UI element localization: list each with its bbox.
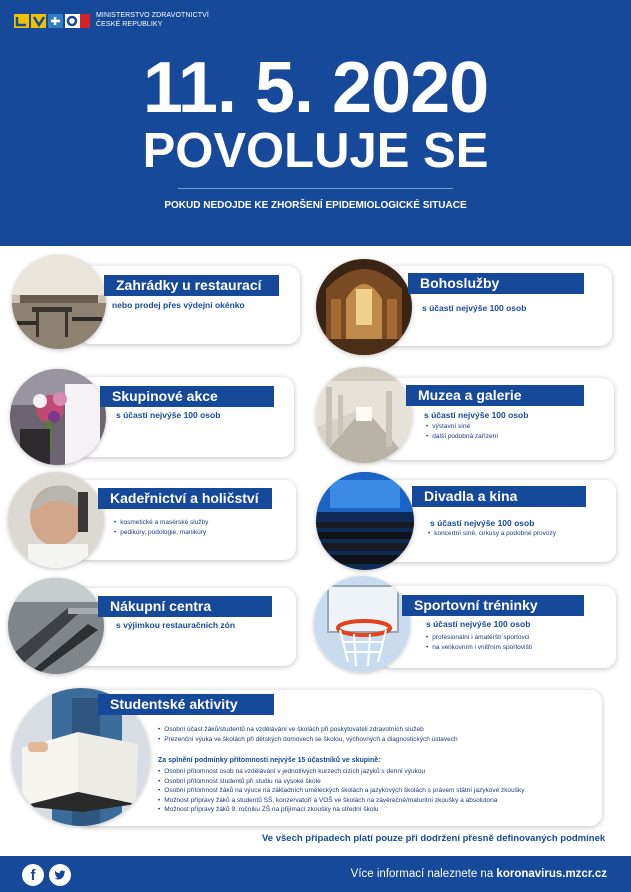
- effective-date: 11. 5. 2020: [142, 48, 489, 128]
- photo-basketball-hoop: [314, 576, 410, 672]
- restaurant-terrace-image: [12, 255, 106, 349]
- list-item: • Osobní účast žáků/studentů na vzdělávání ve školách při poskytovateli zdravotních služeb: [158, 725, 458, 735]
- card-divadla-title: Divadla a kina: [412, 486, 586, 507]
- card-skupinove-subtitle: s účastí nejvýše 100 osob: [116, 410, 221, 420]
- card-divadla-subtitle: s účastí nejvýše 100 osob: [430, 518, 535, 528]
- photo-cinema-hall: [316, 472, 414, 570]
- twitter-icon[interactable]: [49, 864, 71, 886]
- list-item: • na venkovním i vnitřním sportovišti: [426, 643, 532, 653]
- photo-church-interior: [316, 259, 412, 355]
- card-kadernictvi-bullets: [114, 518, 208, 537]
- ministry-line-1: MINISTERSTVO ZDRAVOTNICTVÍ: [96, 12, 209, 19]
- card-muzea-title: Muzea a galerie: [406, 385, 584, 406]
- list-item: • kosmetické a masérské služby: [114, 518, 208, 528]
- card-studentske-bullets: [158, 725, 458, 744]
- ministry-name: [96, 11, 209, 29]
- list-item: • profesionální i amatérští sportovci: [426, 633, 532, 643]
- wedding-bouquet-image: [10, 369, 106, 465]
- more-info-text: Více informací naleznete na: [350, 868, 494, 880]
- ministry-logo: [14, 12, 90, 30]
- card-sportovni-subtitle: s účastí nejvýše 100 osob: [426, 619, 531, 629]
- list-item: • Možnost přípravy žáků 9. ročníku ZŠ na přijímací zkoušky na střední školu: [158, 805, 524, 815]
- card-divadla-bullets: [428, 529, 556, 539]
- headline: POVOLUJE SE: [142, 124, 489, 178]
- card-muzea-subtitle: s účastí nejvýše 100 osob: [424, 410, 529, 420]
- list-item: • Prezenční výuka ve školách při dětských domovech se školou, výchovných a diagnostických ústavech: [158, 735, 458, 745]
- photo-museum-hall: [316, 367, 412, 463]
- card-sportovni-title: Sportovní tréninky: [402, 595, 584, 616]
- basketball-hoop-image: [314, 576, 410, 672]
- card-kadernictvi-title: Kadeřnictví a holičství: [98, 488, 272, 509]
- card-studentske-title: Studentské aktivity: [98, 694, 274, 715]
- photo-barber: [8, 472, 104, 568]
- shopping-mall-image: [8, 578, 104, 674]
- photo-restaurant-terrace: [12, 255, 106, 349]
- list-item: • výstavní síně: [426, 422, 498, 432]
- list-item: • pedikúry, podologie, manikúry: [114, 528, 208, 538]
- twitter-bird-glyph: [54, 869, 66, 881]
- conditions-note: Ve všech případech platí pouze při dodržení přesně definovaných podmínek: [262, 833, 606, 844]
- list-item: • Osobní přítomnost osob na vzdělávání v jednotlivých kurzech cizích jazyků s denní výukou: [158, 767, 524, 777]
- church-interior-image: [316, 259, 412, 355]
- hero-divider: [178, 188, 453, 189]
- epidemiology-condition: POKUD NEDOJDE KE ZHORŠENÍ EPIDEMIOLOGICKÉ SITUACE: [164, 200, 467, 211]
- footer: [0, 856, 631, 892]
- card-nakupni-title: Nákupní centra: [98, 596, 272, 617]
- list-item: • Osobní přítomnost žáků na výuce na základních uměleckých školách a jazykových školách s právem státní jazykové zkoušky: [158, 786, 524, 796]
- list-item: • koncertní síně, cirkusy a podobné provozy: [428, 529, 556, 539]
- card-bohosluzby-subtitle: s účastí nejvýše 100 osob: [422, 303, 527, 313]
- museum-hall-image: [316, 367, 412, 463]
- card-zahradky-title: Zahrádky u restaurací: [104, 275, 279, 296]
- card-sportovni-bullets: [426, 633, 532, 652]
- more-info: [351, 867, 607, 881]
- card-skupinove-title: Skupinové akce: [100, 386, 274, 407]
- card-zahradky-subtitle: nebo prodej přes výdejní okénko: [112, 300, 245, 310]
- list-item: • další podobná zařízení: [426, 432, 498, 442]
- photo-shopping-mall: [8, 578, 104, 674]
- card-studentske-condition-heading: Za splnění podmínky přítomnosti nejvýše 15 účastníků ve skupině:: [158, 757, 381, 764]
- list-item: • Možnost přípravy žáků a studentů SŠ, konzervatoří a VOŠ ve školách na závěrečné/maturitní zkoušky a absolutoria: [158, 796, 524, 806]
- photo-wedding-bouquet: [10, 369, 106, 465]
- cinema-hall-image: [316, 472, 414, 570]
- ministry-line-2: ČESKÉ REPUBLIKY: [96, 21, 163, 28]
- card-bohosluzby-title: Bohoslužby: [408, 273, 584, 294]
- barber-image: [8, 472, 104, 568]
- card-nakupni-subtitle: s výjimkou restauračních zón: [116, 620, 236, 630]
- hero-banner: [0, 0, 631, 246]
- website-link[interactable]: koronavirus.mzcr.cz: [496, 868, 607, 880]
- list-item: • Osobní přítomnost studentů při studiu na vysoké škole: [158, 777, 524, 787]
- card-muzea-bullets: [426, 422, 498, 441]
- card-studentske-condition-bullets: [158, 767, 524, 815]
- facebook-icon[interactable]: f: [22, 864, 44, 886]
